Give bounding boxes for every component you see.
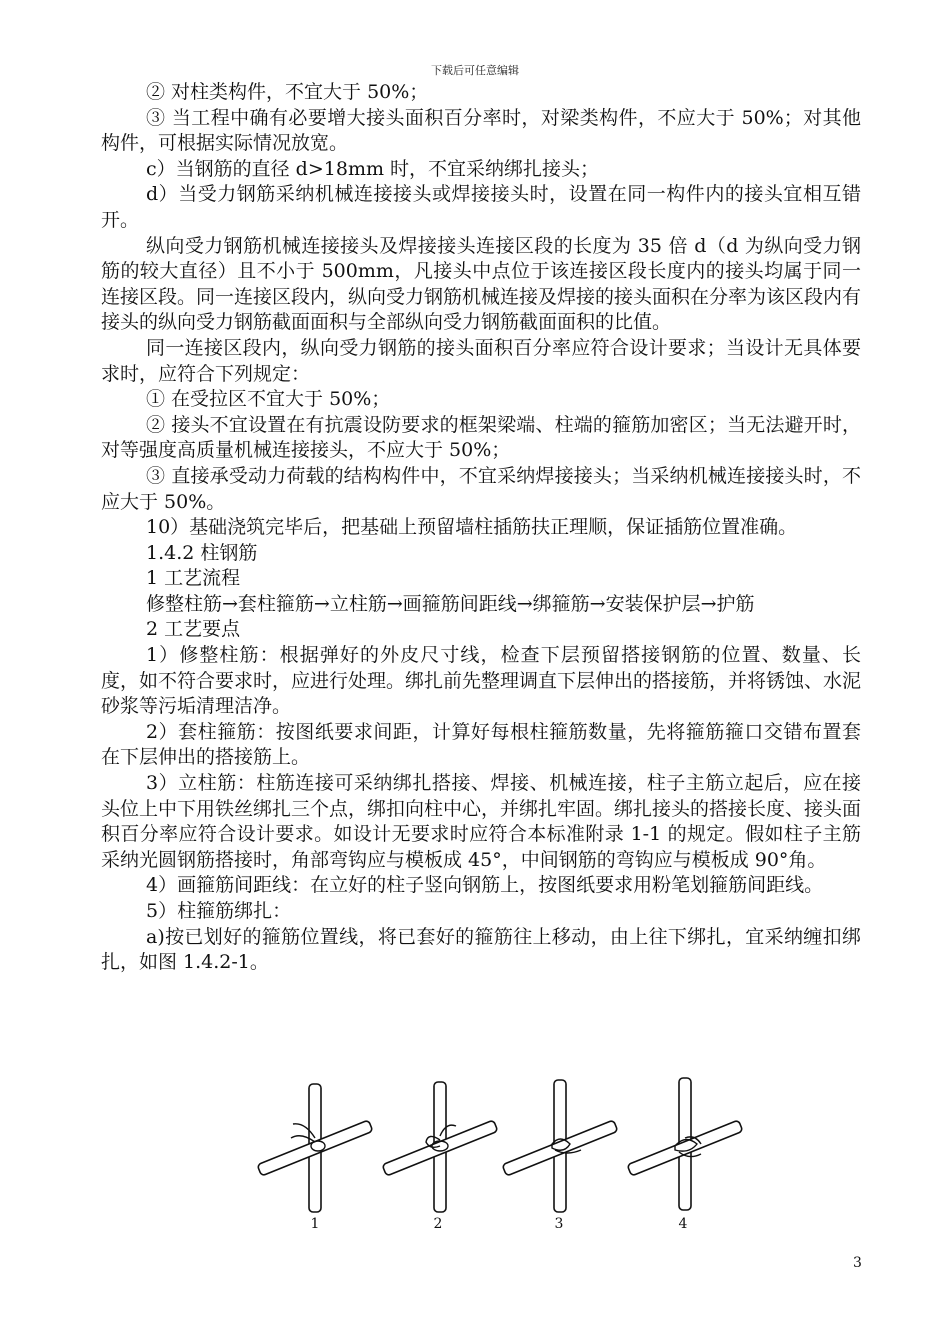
paragraph: 2）套柱箍筋：按图纸要求间距，计算好每根柱箍筋数量，先将箍筋箍口交错布置套在下层伸出的搭接筋上。 [101, 720, 861, 769]
figure-label: 3 [554, 1216, 564, 1232]
paragraph: ① 在受拉区不宜大于 50%； [146, 388, 391, 411]
paragraph: 10）基础浇筑完毕后，把基础上预留墙柱插筋扶正理顺，保证插筋位置准确。 [146, 516, 798, 539]
paragraph: 同一连接区段内，纵向受力钢筋的接头面积百分率应符合设计要求；当设计无具体要求时，应符合下列规定： [101, 336, 861, 385]
paragraph: ③ 当工程中确有必要增大接头面积百分率时，对梁类构件，不应大于 50%；对其他构件，可根据实际情况放宽。 [101, 106, 861, 155]
paragraph: d）当受力钢筋采纳机械连接接头或焊接接头时，设置在同一构件内的接头宜相互错开。 [101, 183, 861, 231]
paragraph: 3）立柱筋：柱筋连接可采纳绑扎搭接、焊接、机械连接，柱子主筋立起后，应在接头位上中下用铁丝绑扎三个点，绑扣向柱中心，并绑扎牢固。绑扎接头的搭接长度、接头面积百分率应符合设计要求。如设计无要求时应符合本标准附录 1-1 的规定。假如柱子主筋采纳光圆钢筋搭接时，角部弯钩应与模板成 45°，中间钢筋的弯钩应与模板成 90°角。 [101, 772, 862, 871]
paragraph: 1）修整柱筋：根据弹好的外皮尺寸线，检查下层预留搭接钢筋的位置、数量、长度，如不符合要求时，应进行处理。绑扎前先整理调直下层伸出的搭接筋，并将锈蚀、水泥砂浆等污垢清理洁净。 [101, 644, 862, 718]
page-header: 下载后可任意编辑 [431, 64, 519, 77]
paragraph: ③ 直接承受动力荷载的结构构件中，不宜采纳焊接接头；当采纳机械连接接头时，不应大于 50%。 [101, 464, 861, 513]
figure-label: 2 [433, 1216, 443, 1232]
figure-label: 4 [678, 1216, 688, 1232]
rebar-tie-figure [255, 1076, 745, 1236]
paragraph: 5）柱箍筋绑扎： [146, 900, 292, 922]
section-heading: 1.4.2 柱钢筋 [146, 541, 258, 564]
figure-label: 1 [310, 1216, 320, 1232]
paragraph: 纵向受力钢筋机械连接接头及焊接接头连接区段的长度为 35 倍 d（d 为纵向受力钢筋的较大直径）且不小于 500mm，凡接头中点位于该连接区段长度内的接头均属于同一连接区段。同一连接区段内，纵向受力钢筋机械连接及焊接的接头面积在分率为该区段内有接头的纵向受力钢筋截面面积与全部纵向受力钢筋截面面积的比值。 [101, 234, 862, 334]
paragraph: a)按已划好的箍筋位置线，将已套好的箍筋往上移动，由上往下绑扎，宜采纳缠扣绑扎，如图 1.4.2-1。 [101, 925, 861, 974]
subsection-heading: 2 工艺要点 [146, 618, 241, 641]
paragraph: 修整柱筋→套柱箍筋→立柱筋→画箍筋间距线→绑箍筋→安装保护层→护筋 [146, 592, 755, 615]
subsection-heading: 1 工艺流程 [146, 567, 241, 590]
page-number: 3 [853, 1255, 862, 1271]
paragraph: ② 接头不宜设置在有抗震设防要求的框架梁端、柱端的箍筋加密区；当无法避开时，对等强度高质量机械连接接头，不应大于 50%； [101, 413, 861, 462]
document-body [101, 80, 861, 976]
paragraph: 4）画箍筋间距线：在立好的柱子竖向钢筋上，按图纸要求用粉笔划箍筋间距线。 [146, 874, 824, 897]
paragraph: ② 对柱类构件，不宜大于 50%； [146, 81, 429, 103]
paragraph: c）当钢筋的直径 d>18mm 时，不宜采纳绑扎接头； [146, 157, 600, 180]
